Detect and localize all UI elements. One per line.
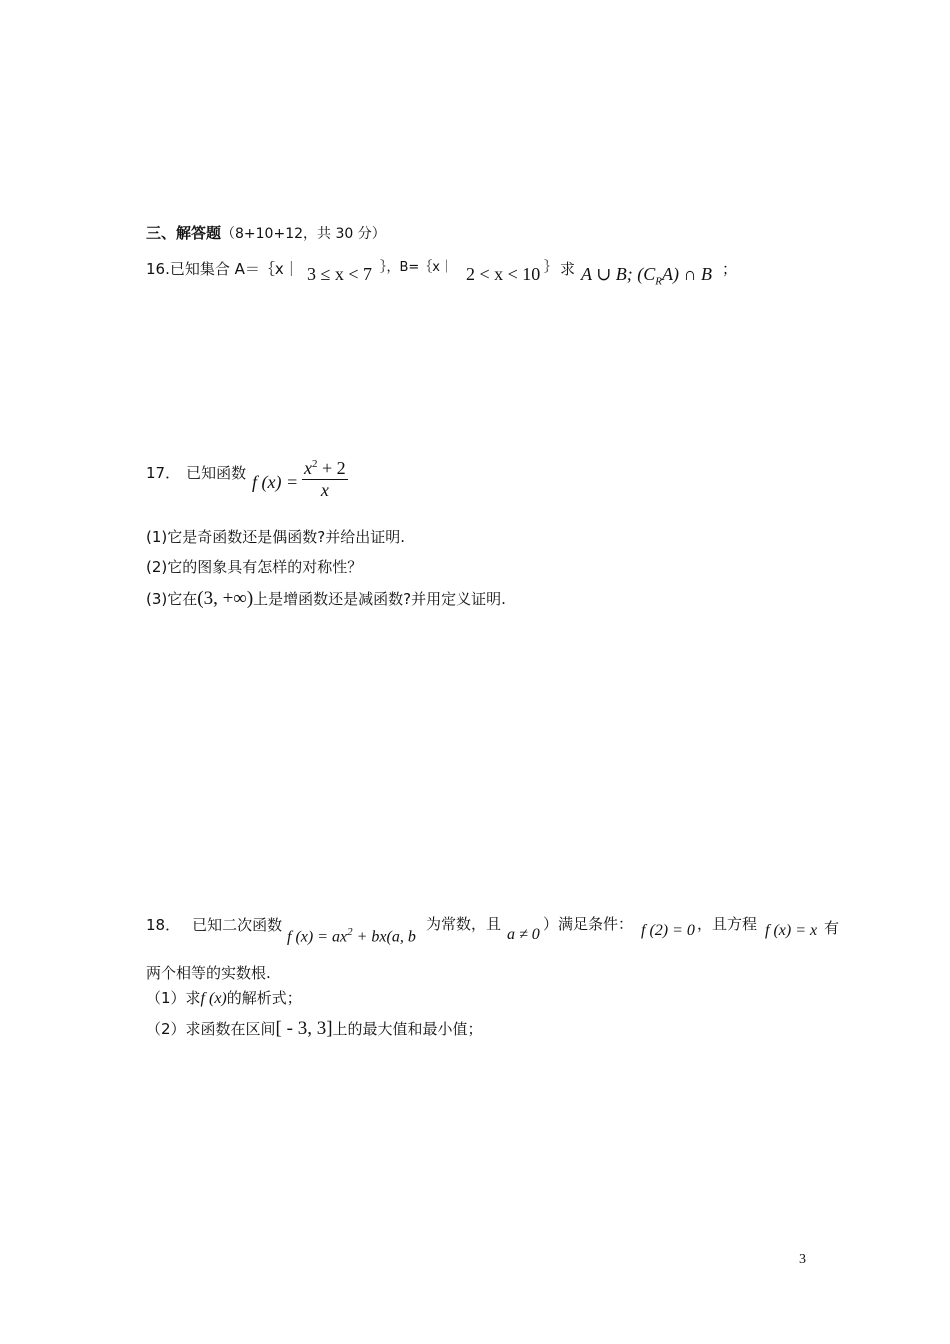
q18-f2: f (2) = 0	[641, 922, 695, 939]
q18-fx	[287, 926, 416, 946]
q16-separator: ｝，B=｛x｜	[380, 260, 454, 275]
q17-p3-b: 上是增函数还是减函数?并用定义证明.	[253, 590, 506, 608]
q18-fx-head: f (x) = ax	[287, 928, 348, 946]
q18-p1-f: f (x)	[200, 990, 227, 1007]
q17-fraction	[302, 458, 348, 501]
q16-sub-r: R	[655, 275, 662, 288]
section-note: （8+10+12，共 30 分）	[221, 226, 386, 242]
q17-part-1: (1)它是奇函数还是偶函数?并给出证明.	[146, 528, 405, 546]
q18-part-2	[146, 1018, 483, 1040]
q17-p3-interval: (3, +∞)	[197, 588, 254, 609]
q18-part-1	[146, 987, 302, 1008]
q18-line-2: 两个相等的实数根.	[146, 964, 271, 982]
q18-number: 18．	[146, 916, 181, 934]
q17-p3-a: (3)它在	[146, 590, 198, 608]
q17-intro: 已知函数	[186, 464, 247, 482]
q17-fx: f (x) =	[252, 472, 299, 492]
q17-denominator: x	[320, 480, 329, 500]
q18-you: 有	[824, 919, 840, 937]
q16-expr-tail: A) ∩ B	[661, 264, 712, 284]
q16-end: ；	[722, 260, 738, 278]
q17-num-exp: 2	[312, 458, 318, 470]
q17-part-3	[146, 588, 506, 610]
q18-fx-tail: + bx(a, b	[352, 928, 416, 946]
q18-p2-a: （2）求函数在区间	[146, 1020, 276, 1038]
q16-expression	[581, 264, 712, 288]
q16-ask: 求	[560, 260, 576, 278]
q18-p2-b: 上的最大值和最小值；	[332, 1020, 483, 1038]
q16-close: ｝	[544, 260, 558, 275]
page-number: 3	[799, 1252, 806, 1267]
q17-part-2: (2)它的图象具有怎样的对称性？	[146, 558, 363, 576]
q18-cond-text: ）满足条件：	[543, 915, 634, 933]
q16-expr-head: A ∪ B; (C	[581, 264, 656, 284]
section-title: 三、解答题	[146, 224, 222, 242]
question-18	[146, 914, 282, 935]
q18-condition: a ≠ 0	[507, 926, 540, 943]
q18-eq-text: ，且方程	[697, 915, 758, 933]
q18-p1-a: （1）求	[146, 989, 201, 1007]
q17-num-base: x	[304, 458, 312, 478]
q18-fx-exp: 2	[347, 926, 353, 938]
q18-p1-b: 的解析式；	[226, 989, 302, 1007]
q18-equation: f (x) = x	[765, 922, 818, 939]
q17-number: 17．	[146, 464, 181, 482]
q18-intro: 已知二次函数	[192, 916, 283, 934]
question-17	[146, 462, 246, 483]
q16-number: 16.	[146, 260, 170, 278]
q18-const-text: 为常数，且	[426, 915, 502, 933]
q18-p2-interval: [ - 3, 3]	[275, 1018, 333, 1039]
section-heading	[146, 222, 386, 243]
q17-num-tail: + 2	[317, 458, 346, 478]
q16-text-a: 已知集合 A＝｛x｜	[169, 260, 299, 278]
q16-inequality-b: 2 < x < 10	[466, 264, 541, 284]
question-16	[146, 258, 299, 279]
q16-inequality-a: 3 ≤ x < 7	[307, 264, 373, 284]
